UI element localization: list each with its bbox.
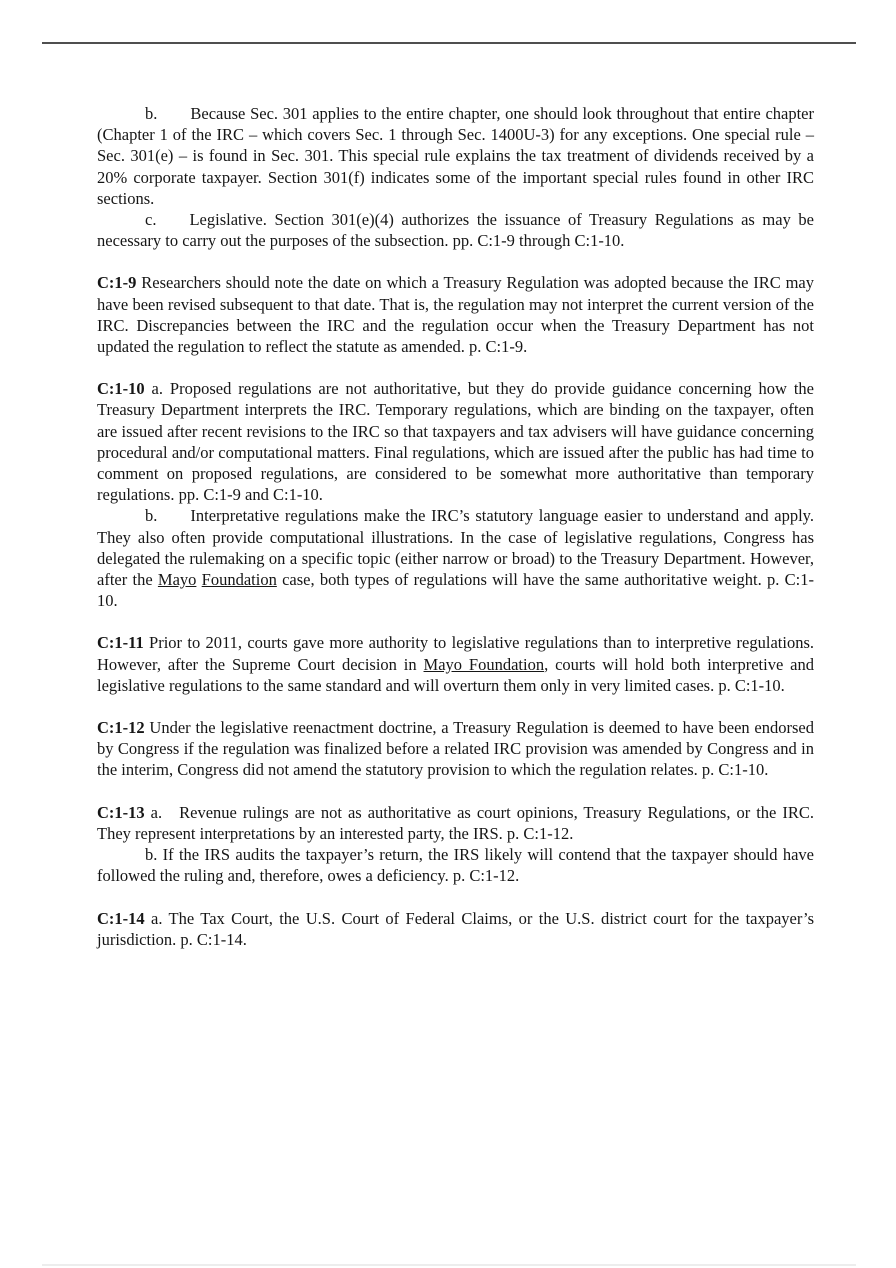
section-c1-11: [97, 632, 814, 696]
section-c1-13-b: [97, 844, 814, 886]
section-label: C:1-14: [97, 908, 145, 928]
paragraph-c-legislative: [97, 209, 814, 251]
section-c1-13-a: [97, 802, 814, 844]
text-run: Because Sec. 301 applies to the entire chapter, one should look throughout that entire chapter (Chapter 1 of the IRC – which covers Sec. 1 through Sec. 1400U-3) for any exceptions. One special rule – Sec. 301(e) – is found in Sec. 301. This special rule explains the tax treatment of dividends received by a 20% corporate taxpayer. Section 301(f) indicates some of the important special rules found in other IRC sections.: [97, 104, 814, 208]
footer-rule: [42, 1264, 856, 1266]
text-run: a. Proposed regulations are not authoritative, but they do provide guidance concerning how the Treasury Department interprets the IRC. Temporary regulations, which are binding on the taxpayer, often are issued after recent revisions to the IRC so that taxpayers and tax advisers will have guidance concerning procedural and/or computational matters. Final regulations, which are issued after the public has had time to comment on proposed regulations, are considered to be somewhat more authoritative than temporary regulations. pp. C:1-9 and C:1-10.: [97, 379, 814, 505]
header-rule: [42, 42, 856, 44]
case-name: Mayo Foundation: [423, 654, 545, 674]
section-c1-14-a: [97, 908, 814, 950]
section-c1-12: [97, 717, 814, 781]
text-run: b.: [145, 506, 158, 526]
section-label: C:1-13: [97, 802, 145, 822]
text-run: Interpretative regulations make the IRC’s statutory language easier to understand and apply. They also often provide computational illustrations. In the case of legislative regulations, Congress has delegated the rulemaking on a specific topic (either narrow or broad) to the Treasury Department. However, after the: [97, 506, 814, 590]
text-run: Revenue rulings are not as authoritative as court opinions, Treasury Regulations, or the IRC. They represent interpretations by an interested party, the IRS. p. C:1-12.: [97, 802, 814, 843]
paragraph-b-sec-301: [97, 103, 814, 209]
case-name: Foundation: [201, 570, 277, 590]
section-label: C:1-9: [97, 273, 137, 293]
document-content: [97, 103, 814, 950]
section-label: C:1-10: [97, 379, 145, 399]
section-c1-10-a: [97, 378, 814, 505]
section-label: C:1-12: [97, 718, 145, 738]
text-run: , courts will hold both interpretive and legislative regulations to the same standard and will overturn them only in very limited cases. p. C:1-10.: [97, 654, 815, 695]
text-run: b. If the IRS audits the taxpayer’s return, the IRS likely will contend that the taxpayer should have followed the ruling and, therefore, owes a deficiency. p. C:1-12.: [97, 845, 814, 886]
case-name: Mayo: [157, 570, 197, 590]
text-run: b.: [145, 104, 158, 123]
section-c1-10-b-interpretative: [97, 505, 814, 611]
text-run: c.: [145, 210, 157, 230]
text-run: a.: [144, 802, 163, 822]
text-run: Researchers should note the date on which a Treasury Regulation was adopted because the IRC may have been revised subsequent to that date. That is, the regulation may not interpret the current version of the IRC. Discrepancies between the IRC and the regulation occur when the Treasury Department has not updated the regulation to reflect the statute as amended. p. C:1-9.: [97, 273, 814, 357]
section-c1-9: [97, 272, 814, 357]
text-run: Under the legislative reenactment doctrine, a Treasury Regulation is deemed to have been endorsed by Congress if the regulation was finalized before a related IRC provision was amended by Congress and in the interim, Congress did not amend the statutory provision to which the regulation relates. p. C:1-10.: [97, 718, 814, 780]
text-run: case, both types of regulations will have the same authoritative weight. p. C:1-10.: [97, 570, 814, 611]
text-run: Legislative. Section 301(e)(4) authorizes the issuance of Treasury Regulations as may be necessary to carry out the purposes of the subsection. pp. C:1-9 through C:1-10.: [97, 210, 814, 251]
text-run: Prior to 2011, courts gave more authority to legislative regulations than to interpretive regulations. However, after the Supreme Court decision in: [97, 633, 814, 674]
text-run: a. The Tax Court, the U.S. Court of Federal Claims, or the U.S. district court for the taxpayer’s jurisdiction. p. C:1-14.: [97, 908, 814, 949]
section-label: C:1-11: [97, 633, 144, 653]
